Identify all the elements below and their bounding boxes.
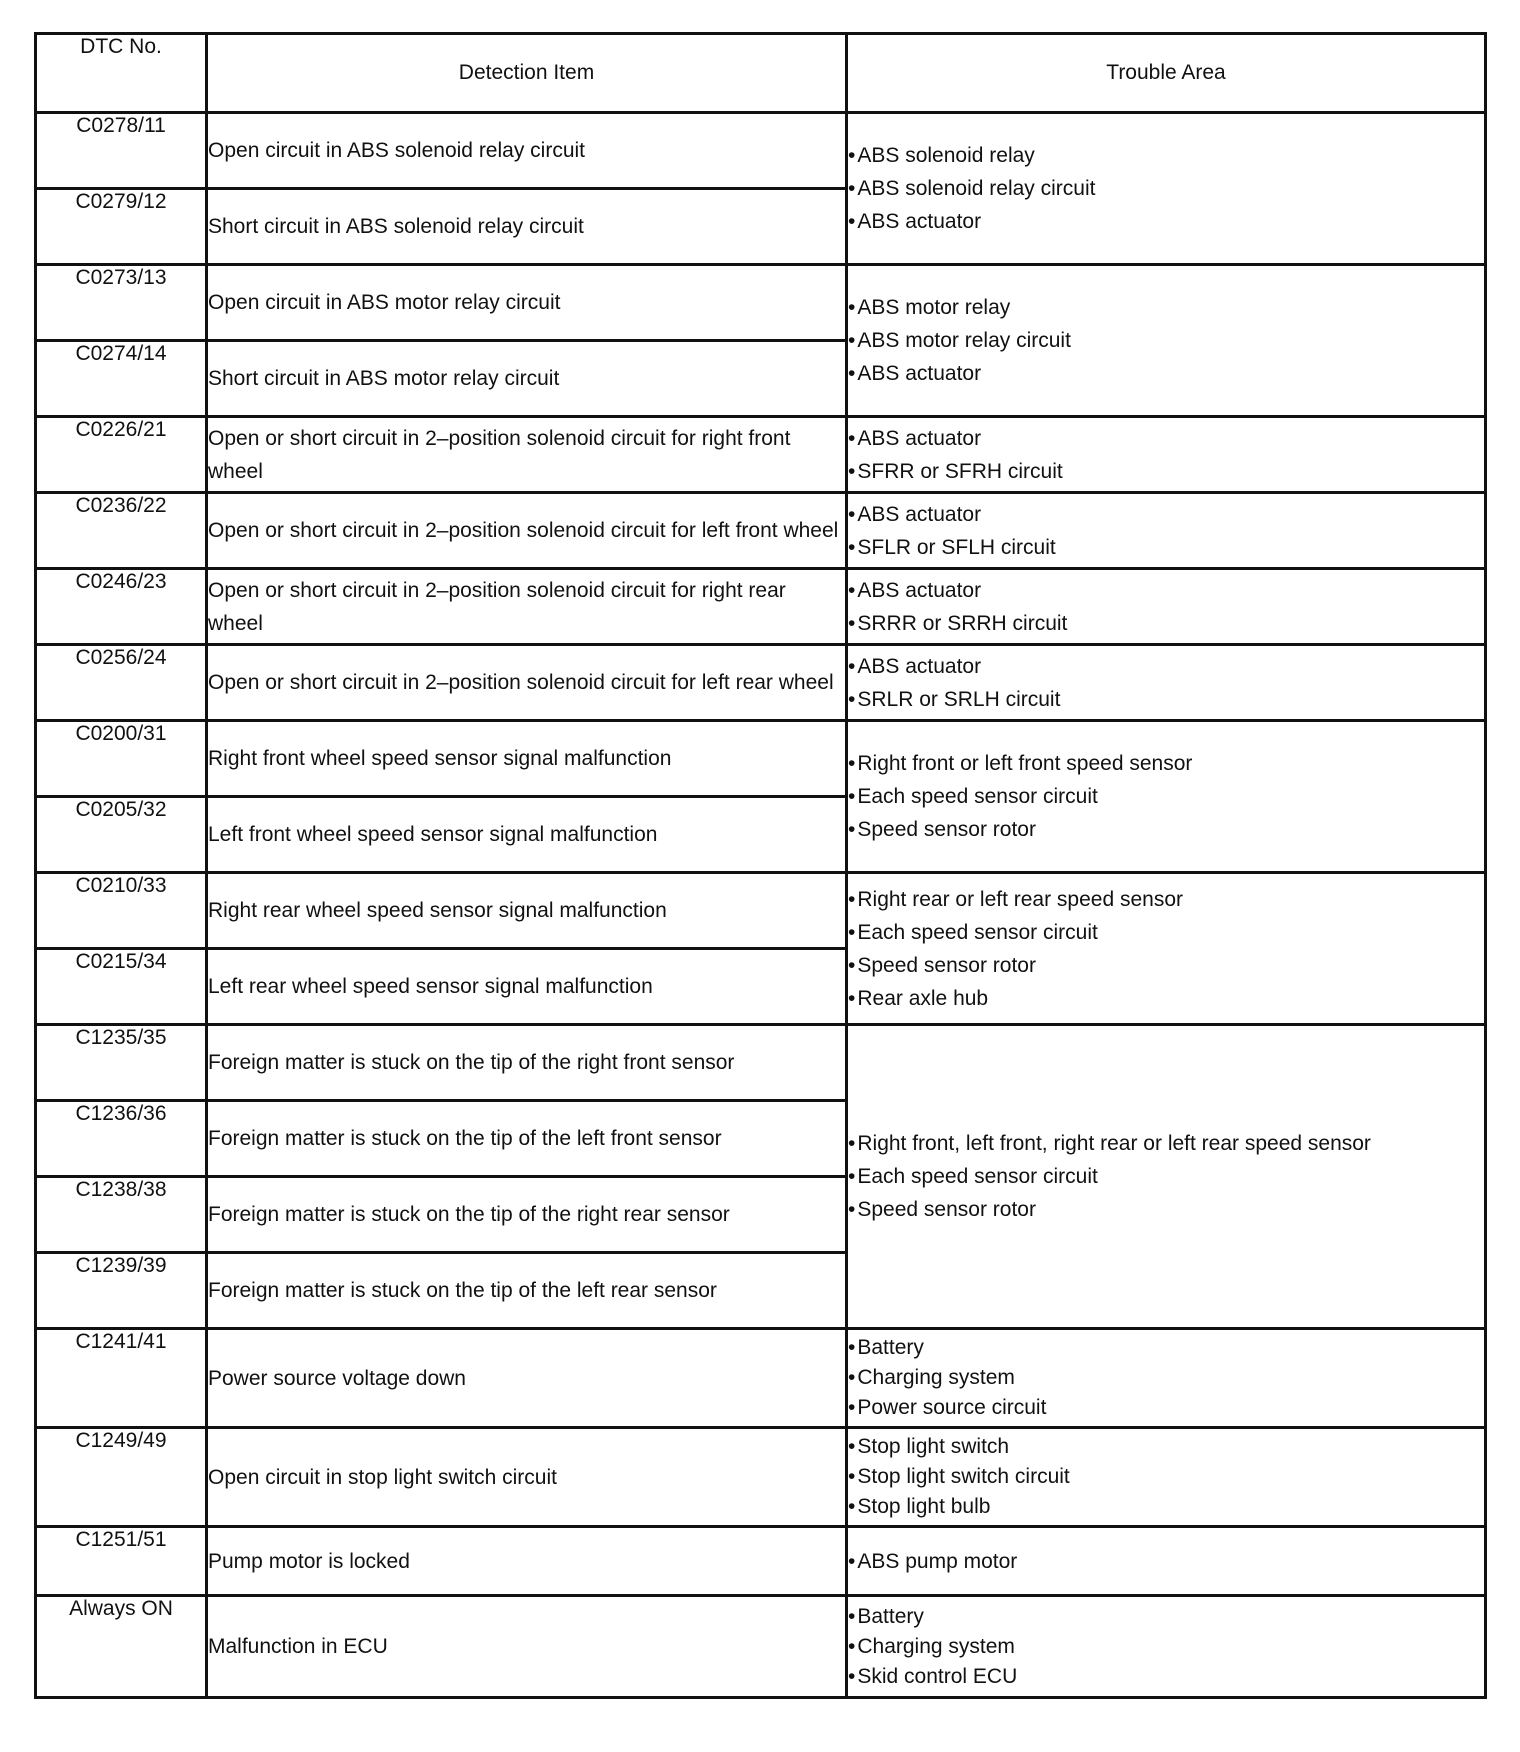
trouble-area-item: • Charging system <box>848 1632 1484 1662</box>
trouble-area-list <box>848 291 1484 390</box>
trouble-area-list <box>848 1602 1484 1692</box>
detection-item: Open or short circuit in 2–position solenoid circuit for right rear wheel <box>207 569 847 645</box>
detection-item: Right rear wheel speed sensor signal malfunction <box>207 873 847 949</box>
header-trouble-area: Trouble Area <box>847 34 1486 113</box>
detection-item: Right front wheel speed sensor signal malfunction <box>207 721 847 797</box>
trouble-area <box>847 1025 1486 1329</box>
trouble-area <box>847 1596 1486 1698</box>
trouble-area-item: • Each speed sensor circuit <box>848 1160 1484 1193</box>
trouble-area-list <box>848 139 1484 238</box>
trouble-area <box>847 721 1486 873</box>
trouble-area-item: • ABS pump motor <box>848 1545 1484 1578</box>
trouble-area-item: • Each speed sensor circuit <box>848 916 1484 949</box>
trouble-area-item: • ABS solenoid relay circuit <box>848 172 1484 205</box>
detection-item: Foreign matter is stuck on the tip of the left rear sensor <box>207 1253 847 1329</box>
detection-item: Open or short circuit in 2–position solenoid circuit for left rear wheel <box>207 645 847 721</box>
detection-item: Pump motor is locked <box>207 1527 847 1596</box>
trouble-area <box>847 873 1486 1025</box>
trouble-area-list <box>848 498 1484 564</box>
detection-item: Left rear wheel speed sensor signal malfunction <box>207 949 847 1025</box>
table-row <box>36 645 1486 721</box>
trouble-area-item: • ABS motor relay <box>848 291 1484 324</box>
table-row <box>36 1329 1486 1428</box>
dtc-code: C0226/21 <box>36 417 207 493</box>
trouble-area-item: • SFRR or SFRH circuit <box>848 455 1484 488</box>
trouble-area-list <box>848 574 1484 640</box>
detection-item: Foreign matter is stuck on the tip of the right rear sensor <box>207 1177 847 1253</box>
detection-item: Open circuit in ABS motor relay circuit <box>207 265 847 341</box>
trouble-area-item: • Battery <box>848 1602 1484 1632</box>
trouble-area <box>847 1329 1486 1428</box>
trouble-area-item: • ABS actuator <box>848 357 1484 390</box>
detection-item: Open or short circuit in 2–position solenoid circuit for left front wheel <box>207 493 847 569</box>
detection-item: Open or short circuit in 2–position solenoid circuit for right front wheel <box>207 417 847 493</box>
header-row <box>36 34 1486 113</box>
trouble-area-list <box>848 1432 1484 1522</box>
trouble-area-item: • Skid control ECU <box>848 1662 1484 1692</box>
dtc-code: C0279/12 <box>36 189 207 265</box>
header-dtc-no: DTC No. <box>36 34 207 113</box>
dtc-code: C1235/35 <box>36 1025 207 1101</box>
table-row <box>36 1025 1486 1101</box>
table-row <box>36 417 1486 493</box>
trouble-area-item: • Power source circuit <box>848 1393 1484 1423</box>
dtc-code: Always ON <box>36 1596 207 1698</box>
trouble-area-item: • Speed sensor rotor <box>848 813 1484 846</box>
trouble-area-item: • Rear axle hub <box>848 982 1484 1015</box>
trouble-area-item: • Charging system <box>848 1363 1484 1393</box>
trouble-area-item: • Right front or left front speed sensor <box>848 747 1484 780</box>
table-row <box>36 113 1486 189</box>
detection-item: Foreign matter is stuck on the tip of the left front sensor <box>207 1101 847 1177</box>
trouble-area-item: • ABS actuator <box>848 650 1484 683</box>
dtc-code: C1236/36 <box>36 1101 207 1177</box>
trouble-area-item: • ABS actuator <box>848 498 1484 531</box>
trouble-area-list <box>848 422 1484 488</box>
trouble-area-item: • Stop light switch <box>848 1432 1484 1462</box>
trouble-area-item: • Stop light bulb <box>848 1492 1484 1522</box>
dtc-code: C1241/41 <box>36 1329 207 1428</box>
table-row <box>36 265 1486 341</box>
trouble-area <box>847 645 1486 721</box>
detection-item: Foreign matter is stuck on the tip of the right front sensor <box>207 1025 847 1101</box>
table-row <box>36 1527 1486 1596</box>
trouble-area-item: • Stop light switch circuit <box>848 1462 1484 1492</box>
dtc-code: C0274/14 <box>36 341 207 417</box>
trouble-area-item: • SRRR or SRRH circuit <box>848 607 1484 640</box>
dtc-code: C0278/11 <box>36 113 207 189</box>
trouble-area-item: • ABS actuator <box>848 205 1484 238</box>
trouble-area-item: • Each speed sensor circuit <box>848 780 1484 813</box>
dtc-code: C0205/32 <box>36 797 207 873</box>
trouble-area-item: • SRLR or SRLH circuit <box>848 683 1484 716</box>
trouble-area-list <box>848 650 1484 716</box>
dtc-code: C1238/38 <box>36 1177 207 1253</box>
table-row <box>36 721 1486 797</box>
trouble-area-item: • SFLR or SFLH circuit <box>848 531 1484 564</box>
trouble-area-item: • Speed sensor rotor <box>848 949 1484 982</box>
trouble-area-item: • ABS motor relay circuit <box>848 324 1484 357</box>
table-row <box>36 873 1486 949</box>
detection-item: Malfunction in ECU <box>207 1596 847 1698</box>
dtc-code: C0236/22 <box>36 493 207 569</box>
dtc-code: C1239/39 <box>36 1253 207 1329</box>
trouble-area <box>847 1428 1486 1527</box>
trouble-area <box>847 113 1486 265</box>
trouble-area-item: • Right rear or left rear speed sensor <box>848 883 1484 916</box>
trouble-area <box>847 417 1486 493</box>
dtc-code: C0246/23 <box>36 569 207 645</box>
dtc-code: C0256/24 <box>36 645 207 721</box>
table-row <box>36 569 1486 645</box>
table-row <box>36 1428 1486 1527</box>
dtc-code: C0200/31 <box>36 721 207 797</box>
trouble-area-item: • Right front, left front, right rear or left rear speed sensor <box>848 1127 1484 1160</box>
trouble-area-item: • ABS actuator <box>848 574 1484 607</box>
trouble-area <box>847 493 1486 569</box>
dtc-code: C0273/13 <box>36 265 207 341</box>
trouble-area <box>847 265 1486 417</box>
trouble-area-list <box>848 1333 1484 1423</box>
dtc-code: C1251/51 <box>36 1527 207 1596</box>
detection-item: Short circuit in ABS motor relay circuit <box>207 341 847 417</box>
dtc-code: C1249/49 <box>36 1428 207 1527</box>
dtc-code: C0210/33 <box>36 873 207 949</box>
trouble-area-item: • ABS solenoid relay <box>848 139 1484 172</box>
dtc-code: C0215/34 <box>36 949 207 1025</box>
detection-item: Open circuit in stop light switch circuit <box>207 1428 847 1527</box>
trouble-area-list <box>848 883 1484 1015</box>
trouble-area-list <box>848 747 1484 846</box>
trouble-area-list <box>848 1127 1484 1226</box>
trouble-area <box>847 1527 1486 1596</box>
detection-item: Short circuit in ABS solenoid relay circuit <box>207 189 847 265</box>
detection-item: Left front wheel speed sensor signal malfunction <box>207 797 847 873</box>
trouble-area-item: • ABS actuator <box>848 422 1484 455</box>
trouble-area <box>847 569 1486 645</box>
detection-item: Power source voltage down <box>207 1329 847 1428</box>
trouble-area-list <box>848 1545 1484 1578</box>
header-detection-item: Detection Item <box>207 34 847 113</box>
trouble-area-item: • Battery <box>848 1333 1484 1363</box>
table-row <box>36 493 1486 569</box>
trouble-area-item: • Speed sensor rotor <box>848 1193 1484 1226</box>
dtc-table <box>34 32 1487 1699</box>
table-row <box>36 1596 1486 1698</box>
detection-item: Open circuit in ABS solenoid relay circuit <box>207 113 847 189</box>
